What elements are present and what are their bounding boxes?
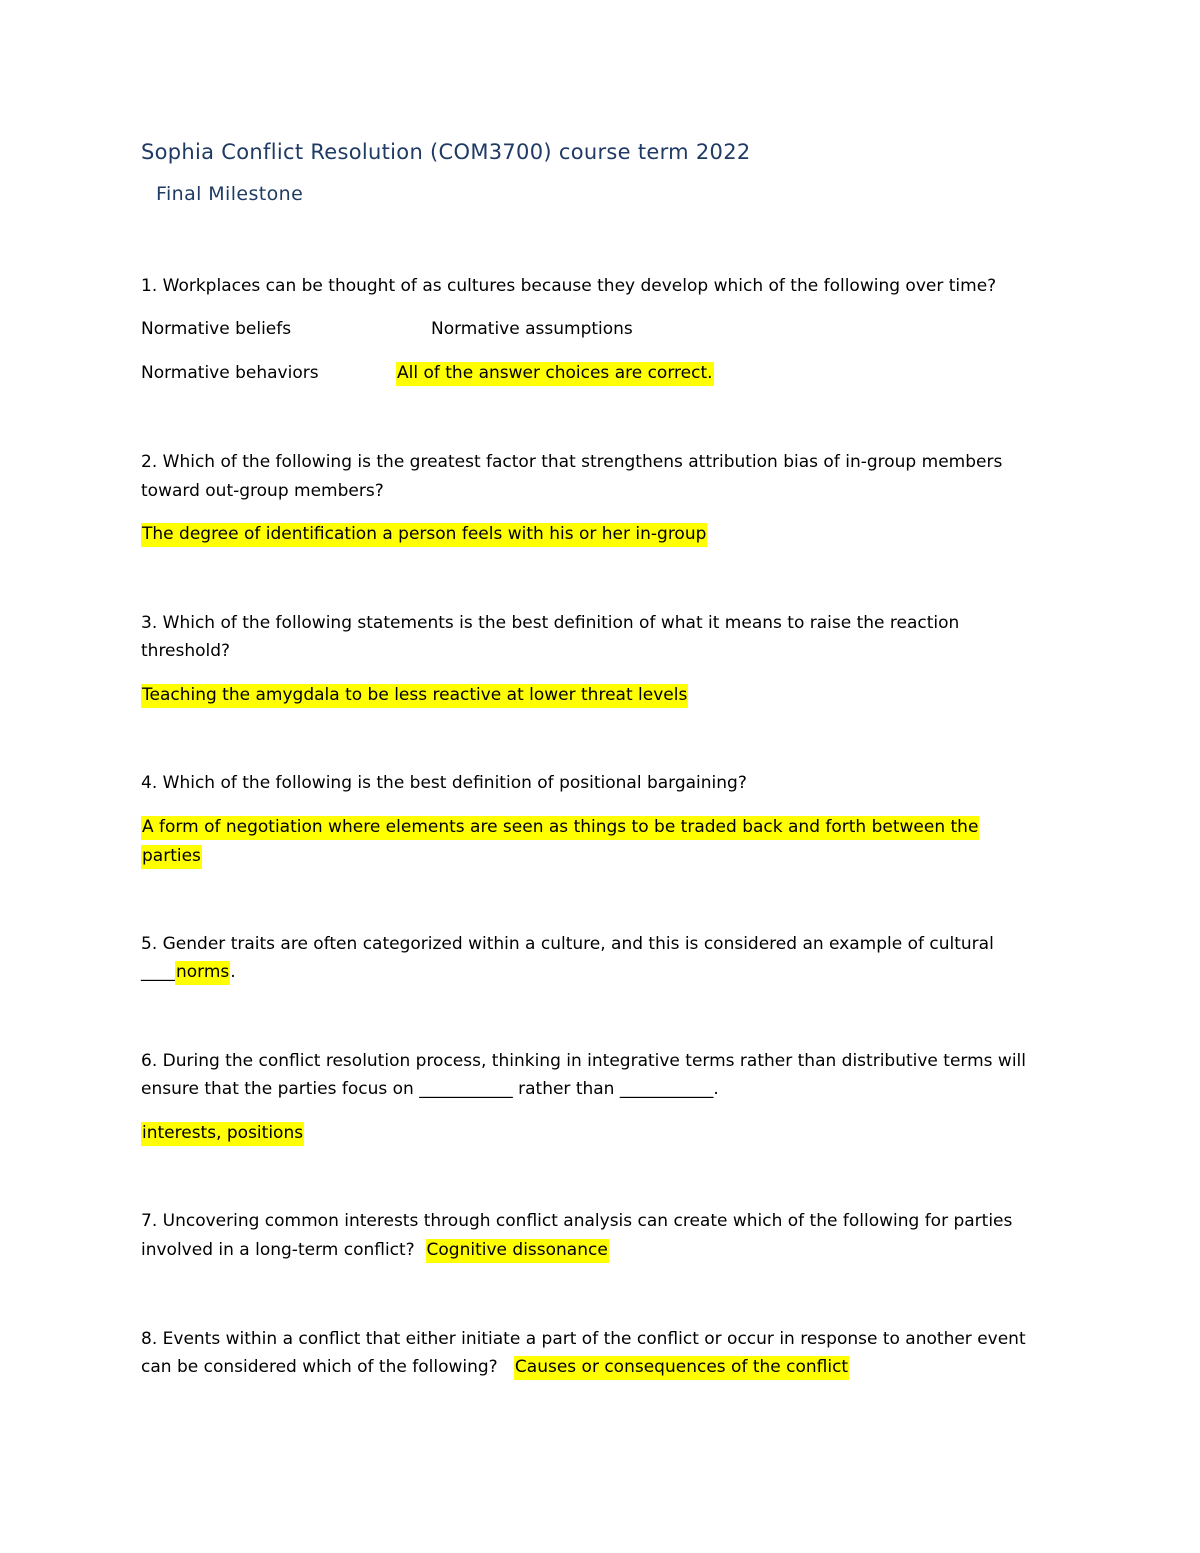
answer-highlight: Causes or consequences of the conflict	[514, 1356, 849, 1380]
question-6-line-2: ensure that the parties focus on ___________ rather than ___________.	[141, 1079, 719, 1099]
question-8-number: 8.	[141, 1329, 158, 1349]
question-1-text	[141, 272, 996, 300]
question-3-line-1	[141, 609, 959, 637]
answer-highlight: All of the answer choices are correct.	[396, 362, 714, 386]
question-2-line-2: toward out-group members?	[141, 481, 384, 501]
question-6-prompt: During the conflict resolution process, thinking in integrative terms rather than distributive terms will	[157, 1051, 1027, 1071]
question-4-answer-line-2	[141, 842, 202, 870]
question-6-number: 6.	[141, 1051, 158, 1071]
answer-highlight: Cognitive dissonance	[426, 1239, 609, 1263]
question-3-answer	[141, 681, 688, 709]
question-2-prompt: Which of the following is the greatest factor that strengthens attribution bias of in-group members	[157, 452, 1003, 472]
question-2-number: 2.	[141, 452, 158, 472]
question-1-number: 1.	[141, 276, 158, 296]
answer-highlight: Teaching the amygdala to be less reactive at lower threat levels	[141, 684, 688, 708]
question-4-text	[141, 769, 747, 797]
question-5-prompt: Gender traits are often categorized within a culture, and this is considered an example of cultural	[157, 934, 994, 954]
question-5-blank: ____	[141, 962, 175, 982]
answer-highlight: A form of negotiation where elements are seen as things to be traded back and forth between the	[141, 816, 979, 840]
question-8-line-2	[141, 1353, 849, 1381]
question-7-number: 7.	[141, 1211, 158, 1231]
answer-highlight: parties	[141, 845, 202, 869]
question-4-prompt: Which of the following is the best definition of positional bargaining?	[157, 773, 747, 793]
answer-highlight: The degree of identification a person feels with his or her in-group	[141, 523, 707, 547]
document-subtitle: Final Milestone	[156, 183, 304, 205]
question-8-line-1	[141, 1325, 1026, 1353]
answer-highlight: interests, positions	[141, 1122, 304, 1146]
question-1-prompt: Workplaces can be thought of as cultures because they develop which of the following over time?	[157, 276, 997, 296]
question-7-prompt: Uncovering common interests through conflict analysis can create which of the following for parties	[157, 1211, 1013, 1231]
question-4-answer-line-1	[141, 813, 979, 841]
question-7-prompt-end: involved in a long-term conflict?	[141, 1240, 415, 1260]
question-7-line-2	[141, 1236, 609, 1264]
question-4-number: 4.	[141, 773, 158, 793]
question-8-prompt-end: can be considered which of the following?	[141, 1357, 498, 1377]
document-title: Sophia Conflict Resolution (COM3700) course term 2022	[141, 140, 751, 164]
question-1-choice-c: Normative behaviors	[141, 363, 319, 383]
question-5-number: 5.	[141, 934, 158, 954]
question-1-choice-a: Normative beliefs	[141, 319, 292, 339]
question-5-line-1	[141, 930, 994, 958]
answer-highlight: norms	[175, 961, 230, 985]
question-6-answer	[141, 1119, 304, 1147]
question-2-line-1	[141, 448, 1002, 476]
question-1-answer	[396, 359, 714, 387]
question-1-choice-b: Normative assumptions	[431, 319, 633, 339]
question-2-answer	[141, 520, 707, 548]
question-7-line-1	[141, 1207, 1012, 1235]
question-3-number: 3.	[141, 613, 158, 633]
question-8-prompt: Events within a conflict that either initiate a part of the conflict or occur in response to another event	[157, 1329, 1026, 1349]
question-5-suffix: .	[230, 962, 236, 982]
question-5-line-2	[141, 958, 236, 986]
question-3-prompt: Which of the following statements is the best definition of what it means to raise the reaction	[157, 613, 960, 633]
question-6-line-1	[141, 1047, 1026, 1075]
question-3-line-2: threshold?	[141, 641, 231, 661]
